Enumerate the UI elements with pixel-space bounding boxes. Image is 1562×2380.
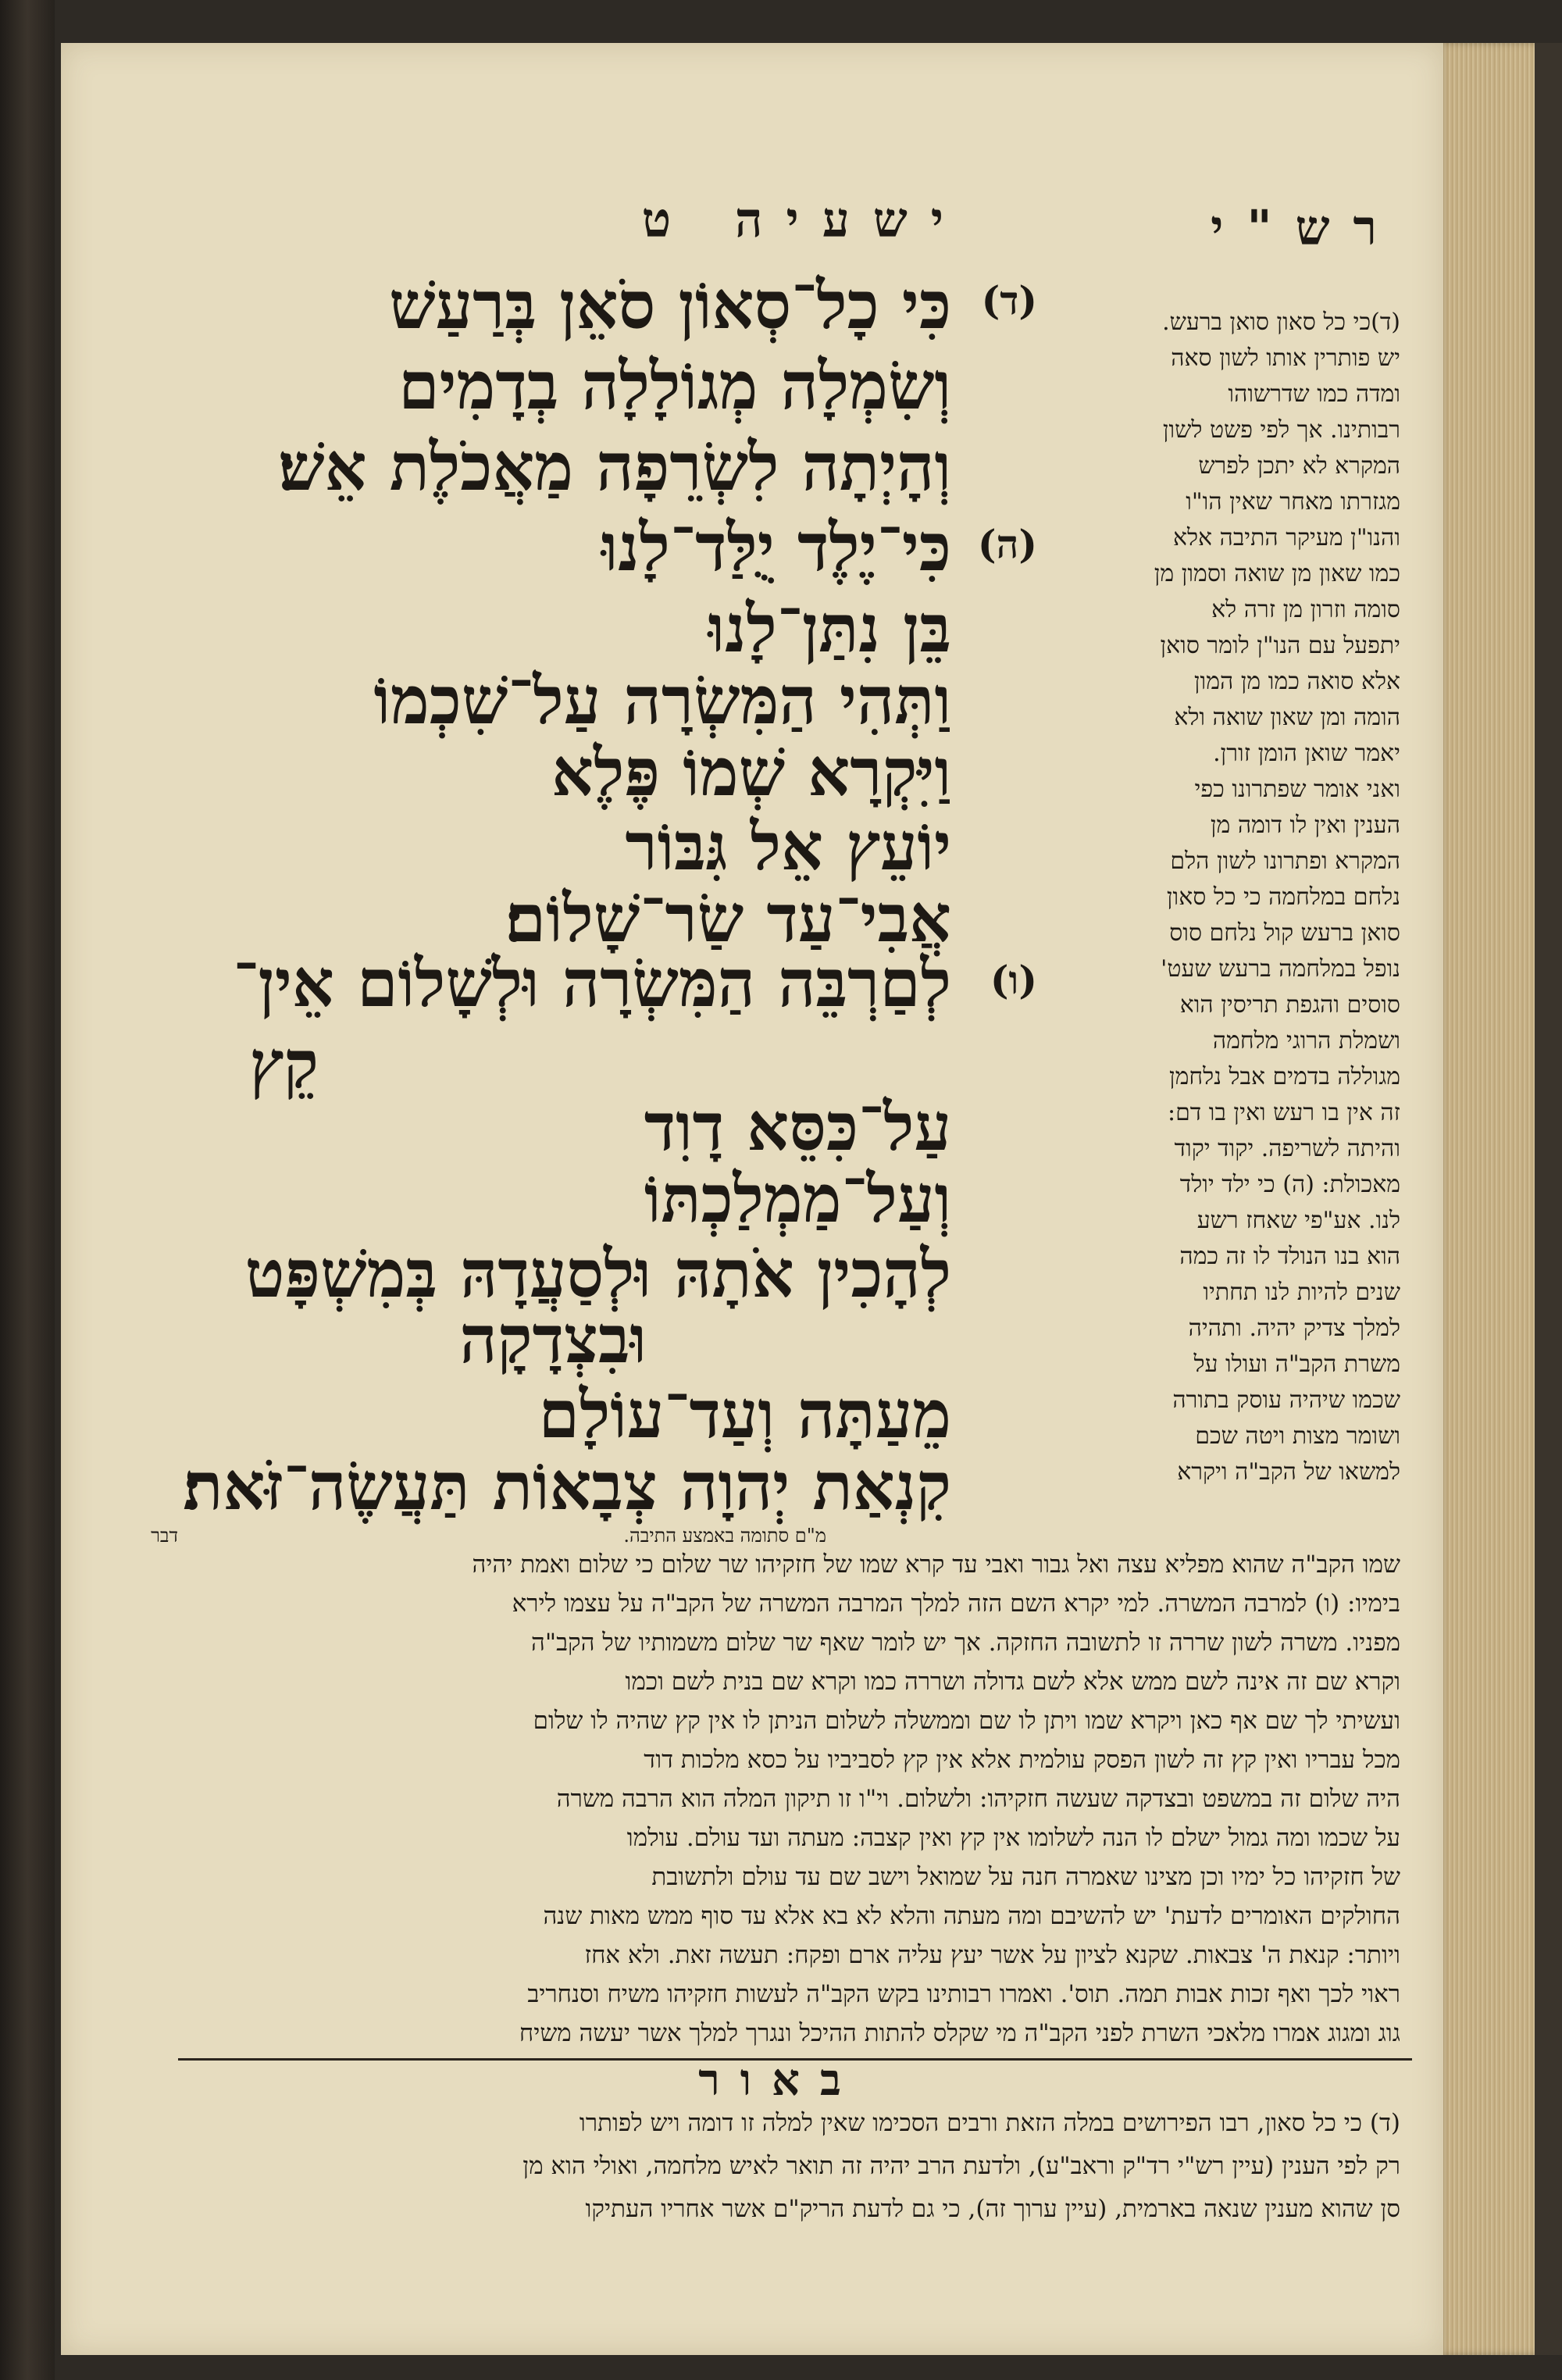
rashi-line: למשאו של הקב"ה ויקרא	[1177, 1458, 1400, 1486]
verse-line: וּבִצְדָקָה	[459, 1301, 647, 1378]
page-stack-edge	[1437, 43, 1539, 2355]
rashi-line: יאמר שואן הומן זורן.	[1213, 740, 1400, 767]
rashi-line: נופל במלחמה ברעש שעט'	[1161, 955, 1400, 983]
book-title: ישעיה ט	[641, 191, 967, 248]
binding-edge	[0, 0, 55, 2380]
rashi-line: רבותינו. אך לפי פשט לשון	[1162, 416, 1400, 444]
rashi-line: נלחם במלחמה כי כל סאון	[1166, 883, 1400, 911]
commentary-line: ויותר: קנאת ה' צבאות. שקנא לציון על אשר יעץ עליה ארם ופקח: תעשה זאת. ולא אחז	[584, 1941, 1400, 1969]
verse-line: קִנְאַת יְהוָה צְבָאוֹת תַּעֲשֶׂה־זֹּאת׃	[183, 1447, 951, 1525]
rashi-line: ושמלת הרוגי מלחמה	[1212, 1027, 1400, 1054]
rashi-line: מאכולת: (ה) כי ילד יולד	[1179, 1171, 1400, 1198]
commentary-line: של חזקיהו כל ימיו וכן מצינו שאמרה חנה על שמואל וישב שם עד עולם ולתשובת	[651, 1863, 1400, 1891]
rashi-line: משרת הקב"ה ועולו על	[1193, 1351, 1400, 1378]
rashi-line: ומדה כמו שדרשוהו	[1228, 380, 1400, 408]
verse-line: לְםַרְבֵּה הַמִּשְׂרָה וּלְשָׁלוֹם אֵין־	[233, 944, 951, 1022]
commentary-title: רש"י	[1211, 199, 1400, 256]
verse-number: (ו)	[990, 957, 1037, 1003]
commentary-line: מפניו. משרה לשון שררה זו לתשובה החזקה. אך יש לומר שאף שר שלום משמותיו של הקב"ה	[530, 1629, 1400, 1657]
rashi-line: מגוללה בדמים אבל נלחמן	[1168, 1063, 1400, 1090]
commentary-line: היה שלום זה במשפט ובצדקה שעשה חזקיהו: ולשלום. וי"ו זו תיקון המלה הוא הרבה משרה	[556, 1785, 1400, 1813]
commentary-line: וקרא שם זה אינה לשם ממש אלא לשם גדולה ושררה כמו וקרא שם בנית לשם וכמו	[625, 1668, 1400, 1696]
verse-line: כִּי־יֶלֶד יֻלַּד־לָנוּ	[601, 508, 951, 586]
cover-edge	[1535, 43, 1562, 2355]
verse-line: וַתְּהִי הַמִּשְׂרָה עַל־שִׁכְמוֹ	[373, 662, 951, 739]
rashi-line: יתפעל עם הנו"ן לומר סואן	[1160, 632, 1400, 659]
rashi-line: סואן ברעש קול נלחם סוס	[1169, 919, 1400, 947]
biur-line: סן שהוא מענין שנאה בארמית, (עיין ערוך זה), כי גם לדעת הריק"ם אשר אחריו העתיקו	[585, 2195, 1400, 2223]
biur-title: באור	[698, 2054, 861, 2106]
rashi-line: הענין ואין לו דומה מן	[1210, 812, 1400, 839]
rashi-line: המקרא ופתרונו לשון הלם	[1170, 847, 1400, 875]
rashi-line: למלך צדיק יהיה. ותהיה	[1188, 1315, 1400, 1342]
verse-line: וְעַל־מַמְלַכְתּוֹ	[644, 1160, 951, 1237]
commentary-line: ראוי לכך ואף זכות אבות תמה. תוס'. ואמרו רבותינו בקש הקב"ה לעשות חזקיהו משיח וסנחריב	[527, 1980, 1400, 2008]
verse-line: עַל־כִּסֵּא דָוִד	[644, 1088, 951, 1165]
commentary-line: על שכמו ומה גמול ישלם לו הנה לשלומו אין קץ ואין קצבה: מעתה ועד עולם. עולמו	[626, 1824, 1400, 1852]
masorah-note: מ"ם סתומה באמצע התיבה.	[623, 1525, 826, 1547]
verse-line: וְשִׂמְלָה מְגוֹלָלָה בְדָמִים	[398, 347, 951, 424]
rashi-line: (ד)כי כל סאון סואן ברעש.	[1162, 309, 1400, 336]
rashi-line: והיתה לשריפה. יקוד יקוד	[1174, 1135, 1400, 1162]
verse-line: וְהָיְתָה לִשְׂרֵפָה מַאֲכֹלֶת אֵשׁ׃	[278, 428, 951, 505]
rashi-line: כמו שאון מן שואה וסמון מן	[1154, 560, 1400, 587]
rashi-line: סוסים והגפת תריסין הוא	[1179, 991, 1400, 1019]
book-page	[61, 43, 1443, 2355]
catchword: דבר	[151, 1525, 178, 1547]
verse-line: כִּי כָל־סְאוֹן סֹאֵן בְּרַעַשׁ	[389, 266, 951, 344]
rashi-line: מגזרתו מאחר שאין הו"ו	[1186, 488, 1400, 516]
rashi-line: זה אין בו רעש ואין בו דם:	[1167, 1099, 1400, 1126]
verse-line: לְהָכִין אֹתָהּ וּלְסַעֲדָהּ בְּמִשְׁפָּט	[244, 1235, 951, 1312]
rashi-line: ואני אומר שפתרונו כפי	[1194, 776, 1400, 803]
commentary-line: ועשיתי לך שם אף כאן ויקרא שמו ויתן לו שם וממשלה לשלום הניתן לו אין קץ שהיה לו שלום	[533, 1707, 1400, 1735]
verse-line: מֵעַתָּה וְעַד־עוֹלָם	[538, 1376, 951, 1453]
verse-line: וַיִּקְרָא שְׁמוֹ פֶּלֶא	[551, 733, 951, 811]
verse-number: (ד)	[981, 277, 1037, 323]
rashi-line: שנים להיות לנו תחתיו	[1203, 1279, 1400, 1306]
verse-number: (ה)	[977, 521, 1037, 567]
verse-line: בֵּן נִתַּן־לָנוּ	[708, 590, 951, 667]
rashi-line: אלא סואה כמו מן המון	[1193, 668, 1400, 695]
rashi-line: המקרא לא יתכן לפרש	[1198, 452, 1400, 480]
rashi-line: הוא בנו הנולד לו זה כמה	[1179, 1243, 1400, 1270]
rashi-line: לנו. אע"פי שאחז רשע	[1196, 1207, 1400, 1234]
rashi-line: הומה ומן שאון שואה ולא	[1174, 704, 1400, 731]
rashi-line: יש פותרין אותו לשון סאה	[1171, 344, 1400, 372]
commentary-line: החולקים האומרים לדעת' יש להשיבם ומה מעתה והלא לא בא אלא עד סוף ממש מאות שנה	[543, 1902, 1400, 1930]
commentary-line: מכל עבריו ואין קץ זה לשון הפסק עולמית אלא אין קץ לסביביו על כסא מלכות דוד	[644, 1746, 1400, 1774]
verse-line: קֵץ	[249, 1026, 319, 1103]
rashi-line: והנו"ן מעיקר התיבה אלא	[1172, 524, 1400, 551]
biur-line: רק לפי הענין (עיין רש"י רד"ק וראב"ע), ולדעת הרב יהיה זה תואר לאיש מלחמה, ואולי הוא מן	[522, 2152, 1400, 2180]
rashi-line: ושומר מצות ויטה שכם	[1195, 1422, 1400, 1450]
rashi-line: סומה וזרון מן זרה לא	[1211, 596, 1400, 623]
verse-line: אֲבִי־עַד שַׂר־שָׁלוֹם׃	[505, 880, 951, 957]
biur-line: (ד) כי כל סאון, רבו הפירושים במלה הזאת ורבים הסכימו שאין למלה זו דומה ויש לפותרו	[579, 2109, 1400, 2137]
rashi-line: שכמו שיהיה עוסק בתורה	[1172, 1386, 1400, 1414]
commentary-line: בימיו: (ו) למרבה המשרה. למי יקרא השם הזה למלך המרבה המשרה של הקב"ה על עצמו לירא	[512, 1590, 1400, 1618]
commentary-line: שמו הקב"ה שהוא מפליא עצה ואל גבור ואבי עד קרא שמו של חזקיהו שר שלום כי שלום ואמת יהיה	[472, 1550, 1400, 1579]
commentary-line: גוג ומגוג אמרו מלאכי השרת לפני הקב"ה מי שקלס להתות ההיכל ונגרך למלך אשר יעשה משיח	[519, 2019, 1400, 2047]
verse-line: יוֹעֵץ אֵל גִּבּוֹר	[625, 808, 951, 885]
